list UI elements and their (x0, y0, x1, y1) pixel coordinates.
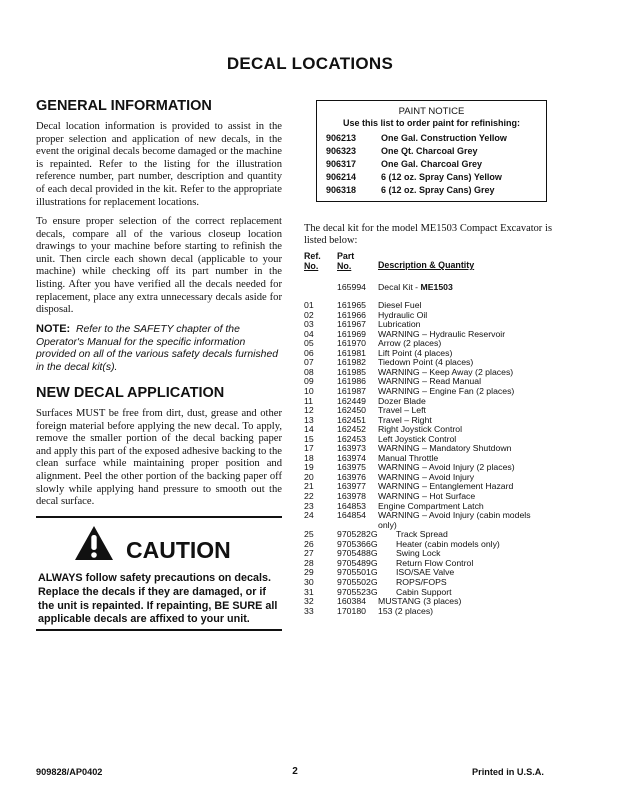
printed-in: Printed in U.S.A. (472, 767, 544, 777)
general-information-heading: GENERAL INFORMATION (36, 98, 212, 114)
paint-item: 906213 One Gal. Construction Yellow (326, 133, 507, 143)
operator-manual-note (36, 323, 282, 374)
paint-item: 906318 6 (12 oz. Spray Cans) Grey (326, 185, 495, 195)
new-decal-application-heading: NEW DECAL APPLICATION (36, 385, 225, 401)
ref-no-header: Ref. No. (304, 251, 321, 271)
caution-bottom-rule (36, 629, 282, 631)
note-text: Refer to the SAFETY chapter of the Operator's Manual for the specific information provided on all of the various safety decals furnished in the decal kit(s). (36, 324, 279, 373)
paint-notice-box (316, 100, 547, 202)
paint-item: 906317 One Gal. Charcoal Grey (326, 159, 483, 169)
general-paragraph-1: Decal location information is provided to assist in the proper selection and application of new decals, in the event the original decals become damaged or the machine is repainted. Refer to the listing for the illustration reference number, part number, description and quantity of each decal provided in the kit. Refer to the appropriate illustrations for replacement locations. (36, 121, 282, 208)
general-paragraph-2: To ensure proper selection of the correct replacement decals, compare all of the various closeup location drawings to your machine before starting to refinish the unit. Then circle each shown decal (applicable to your machine) while checking off its part number in the listing. After you have verified all the decals needed for replacement, place any extra unnecessary decals aside for disposal. (36, 216, 282, 316)
paint-item: 906323 One Qt. Charcoal Grey (326, 146, 478, 156)
document-number: 909828/AP0402 (36, 767, 103, 777)
caution-text: ALWAYS follow safety precautions on decals. Replace the decals if they are damaged, or if the unit is repainted. If repainting, BE SURE all applicable decals are affixed to your unit. (38, 572, 278, 626)
warning-triangle-icon (74, 525, 114, 561)
caution-heading: CAUTION (126, 537, 231, 563)
paint-notice-subtitle: Use this list to order paint for refinishing: (342, 118, 520, 128)
description-quantity-header: Description & Quantity (378, 260, 475, 270)
caution-top-rule (36, 516, 282, 518)
application-paragraph: Surfaces MUST be free from dirt, dust, grease and other foreign material before applying the new decal. To apply, remove the smaller portion of the decal backing paper and apply this part of the exposed adhesive backing to the clean surface while maintaining proper position and alignment. Peel the other portion of the backing paper off slowly while applying hand pressure to smooth out the decal surface. (36, 408, 282, 508)
page-title: DECAL LOCATIONS (226, 54, 394, 73)
note-label: NOTE: (36, 323, 71, 335)
part-no-header: Part No. (337, 251, 355, 271)
decal-kit-intro: The decal kit for the model ME1503 Compact Excavator is listed below: (304, 223, 552, 246)
page-number: 2 (292, 766, 298, 777)
paint-item: 906214 6 (12 oz. Spray Cans) Yellow (326, 172, 502, 182)
paint-notice-title: PAINT NOTICE (398, 106, 465, 117)
